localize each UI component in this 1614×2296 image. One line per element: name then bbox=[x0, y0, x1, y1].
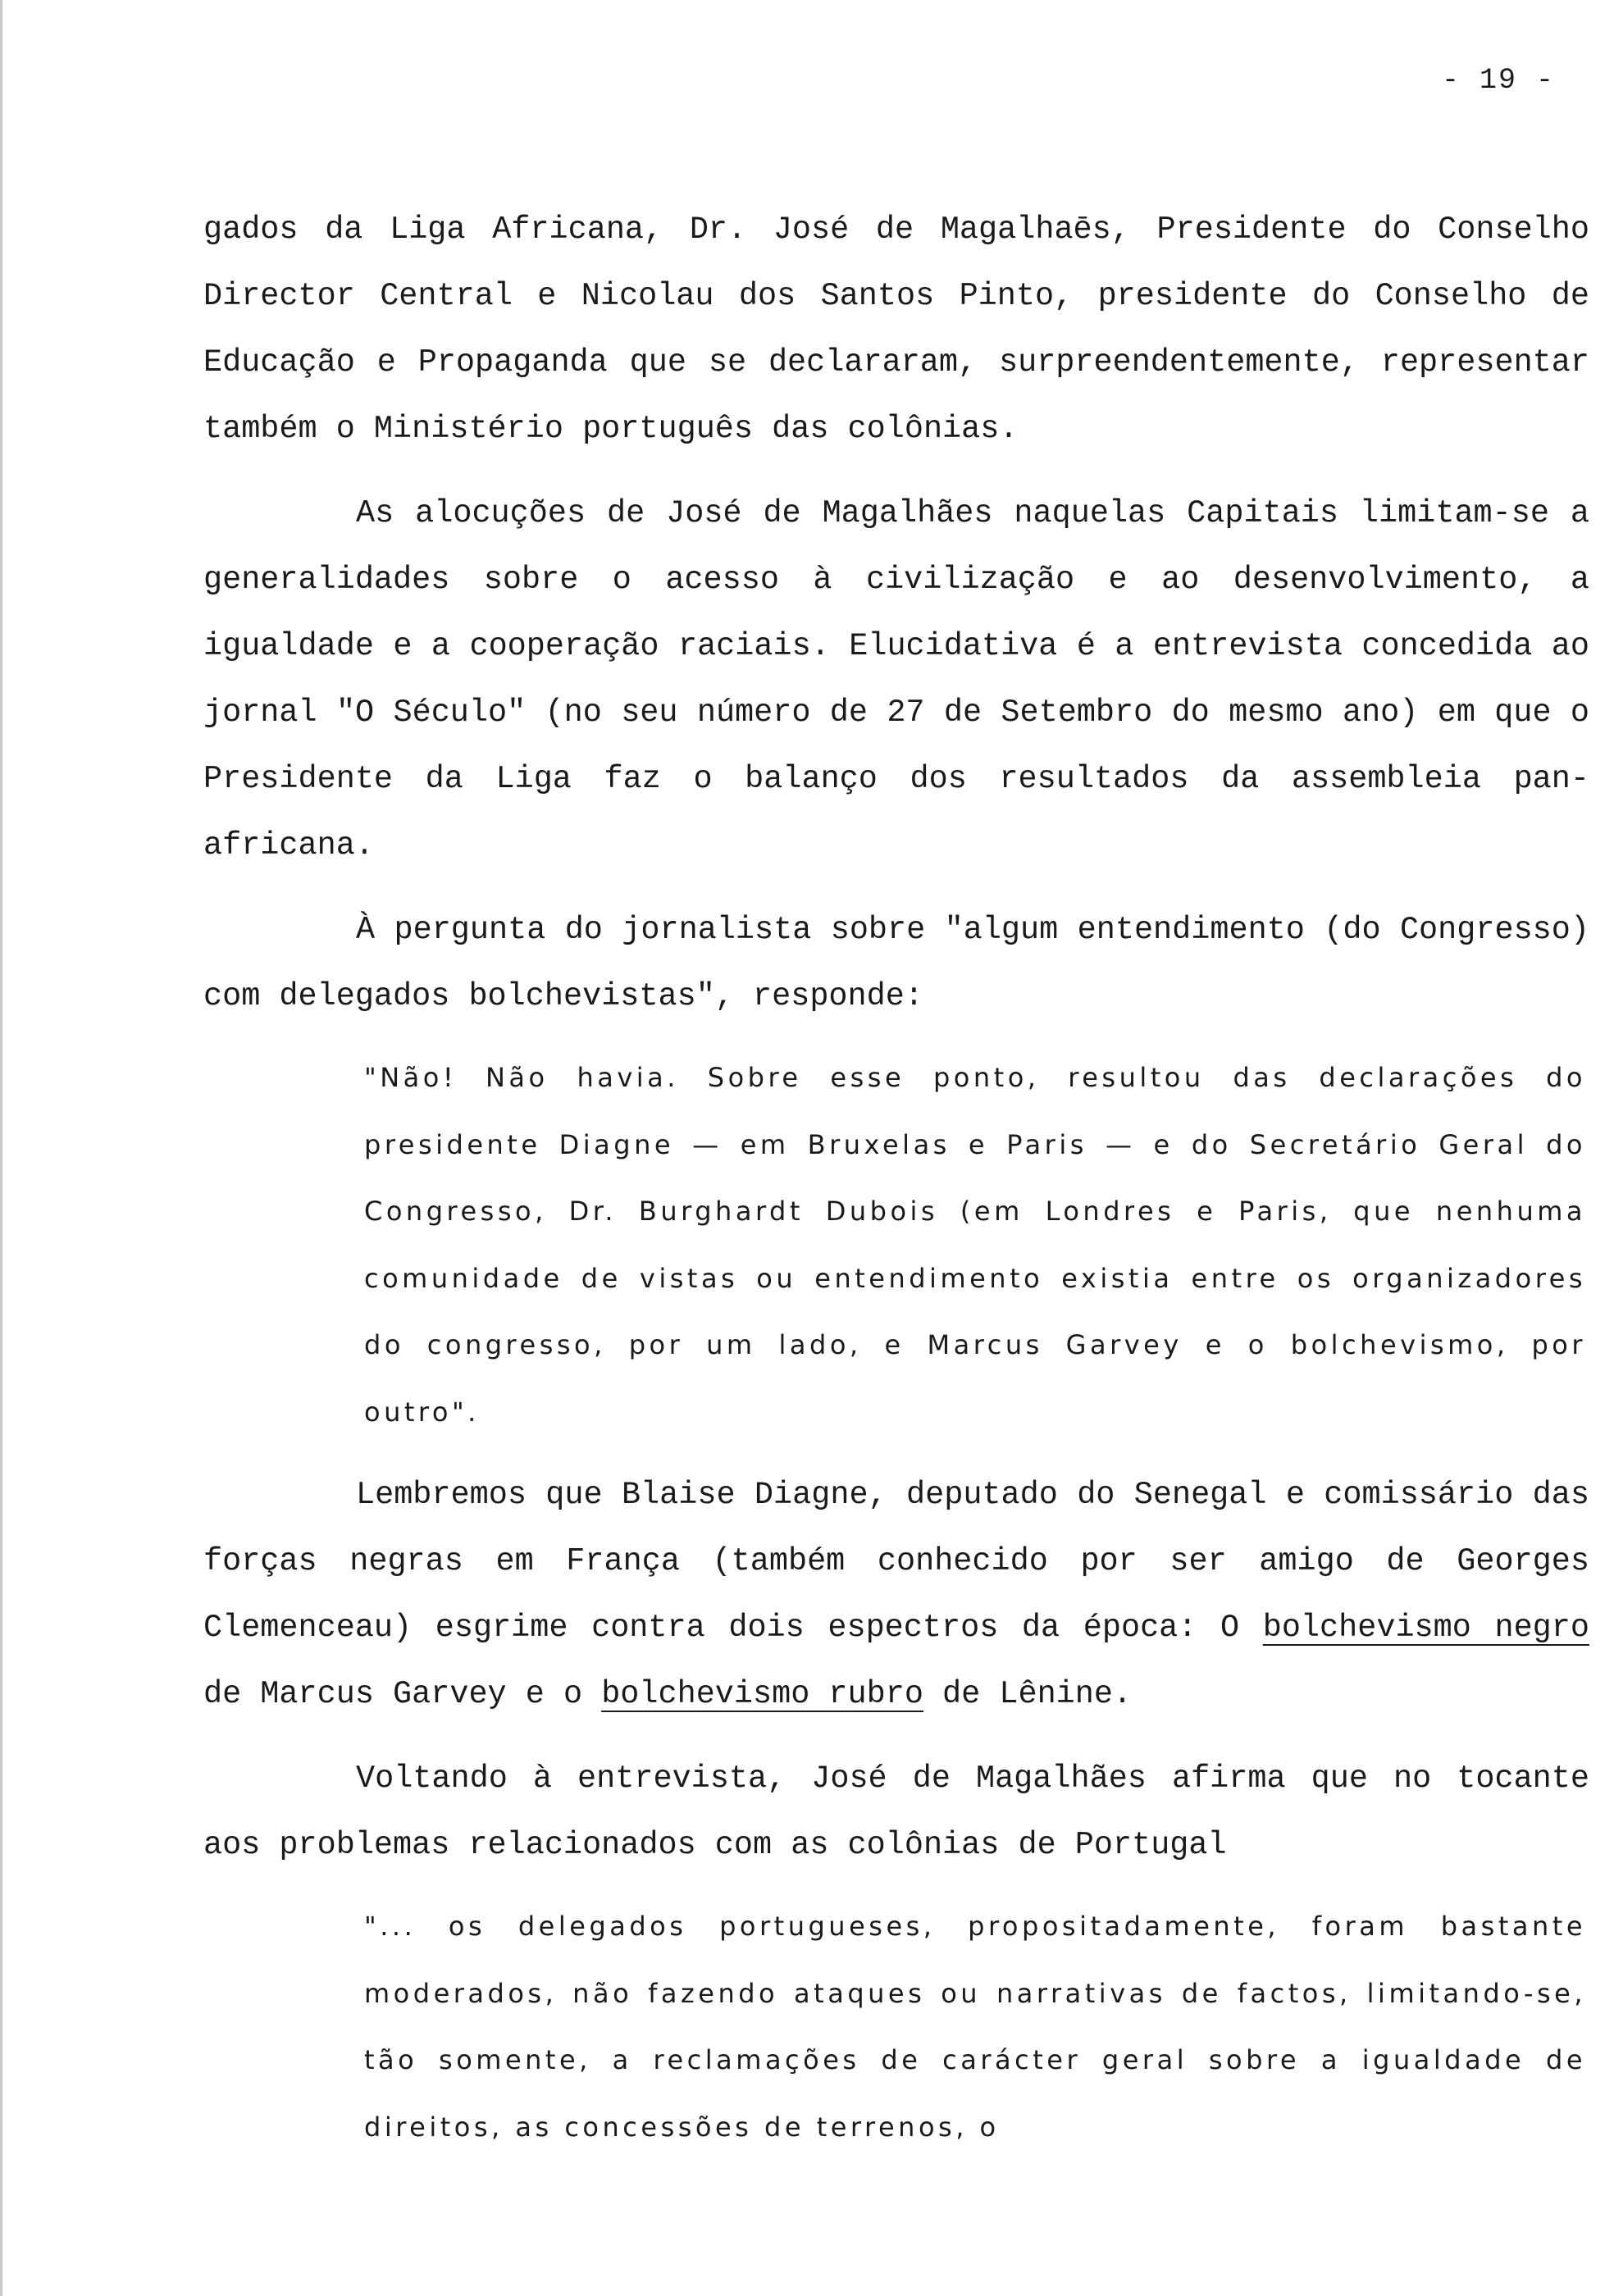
paragraph-diagne-end: de Lênine. bbox=[923, 1676, 1133, 1712]
paragraph-magalhaes-speeches: As alocuções de José de Magalhães naquelas Capitais limitam-se a generalidades sobre o acesso à civilização e ao desenvolvimento, a igualdade e a cooperação raciais. Elucidativa é a entrevista concedida ao jornal "O Século" (no seu número de 27 de Setembro do mesmo ano) em que o Presidente da Liga faz o balanço dos resultados da assembleia pan-africana. bbox=[203, 495, 1589, 863]
page-body bbox=[203, 197, 1589, 2177]
paragraph-liga-delegates: gados da Liga Africana, Dr. José de Magalhaēs, Presidente do Conselho Director Central e Nicolau dos Santos Pinto, presidente do Conselho de Educação e Propaganda que se declararam, surpreendentemente, representar também o Ministério português das colônias. bbox=[203, 212, 1589, 447]
paragraph-diagne-mid: de Marcus Garvey e o bbox=[203, 1676, 602, 1712]
quote-portuguese-delegates: "... os delegados portugueses, propositadamente, foram bastante moderados, não fazendo ataques ou narrativas de factos, limitando-se, tão somente, a reclamações de carácter geral sobre a igualdade de direitos, as concessões de terrenos, o bbox=[364, 1911, 1586, 2143]
term-bolchevismo-negro: bolchevismo negro bbox=[1262, 1610, 1589, 1646]
paragraph-diagne-text: Lembremos que Blaise Diagne, deputado do Senegal e comissário das forças negras em França (também conhecido por ser amigo de Georges Clemenceau) esgrime contra dois espectros da época: O bbox=[203, 1477, 1589, 1646]
scan-page-edge bbox=[0, 0, 2, 2296]
page-number: - 19 - bbox=[1441, 64, 1555, 97]
paragraph-interview-return: Voltando à entrevista, José de Magalhães afirma que no tocante aos problemas relacionados com as colônias de Portugal bbox=[203, 1761, 1589, 1863]
paragraph-journalist-question: À pergunta do jornalista sobre "algum entendimento (do Congresso) com delegados bolchevistas", responde: bbox=[203, 912, 1589, 1014]
paragraph-diagne bbox=[203, 1462, 1589, 1728]
quote-bolchevism-answer: "Não! Não havia. Sobre esse ponto, resultou das declarações do presidente Diagne — em Bruxelas e Paris — e do Secretário Geral do Congresso, Dr. Burghardt Dubois (em Londres e Paris, que nenhuma comunidade de vistas ou entendimento existia entre os organizadores do congresso, por um lado, e Marcus Garvey e o bolchevismo, por outro". bbox=[364, 1062, 1586, 1428]
term-bolchevismo-rubro: bolchevismo rubro bbox=[601, 1676, 923, 1712]
